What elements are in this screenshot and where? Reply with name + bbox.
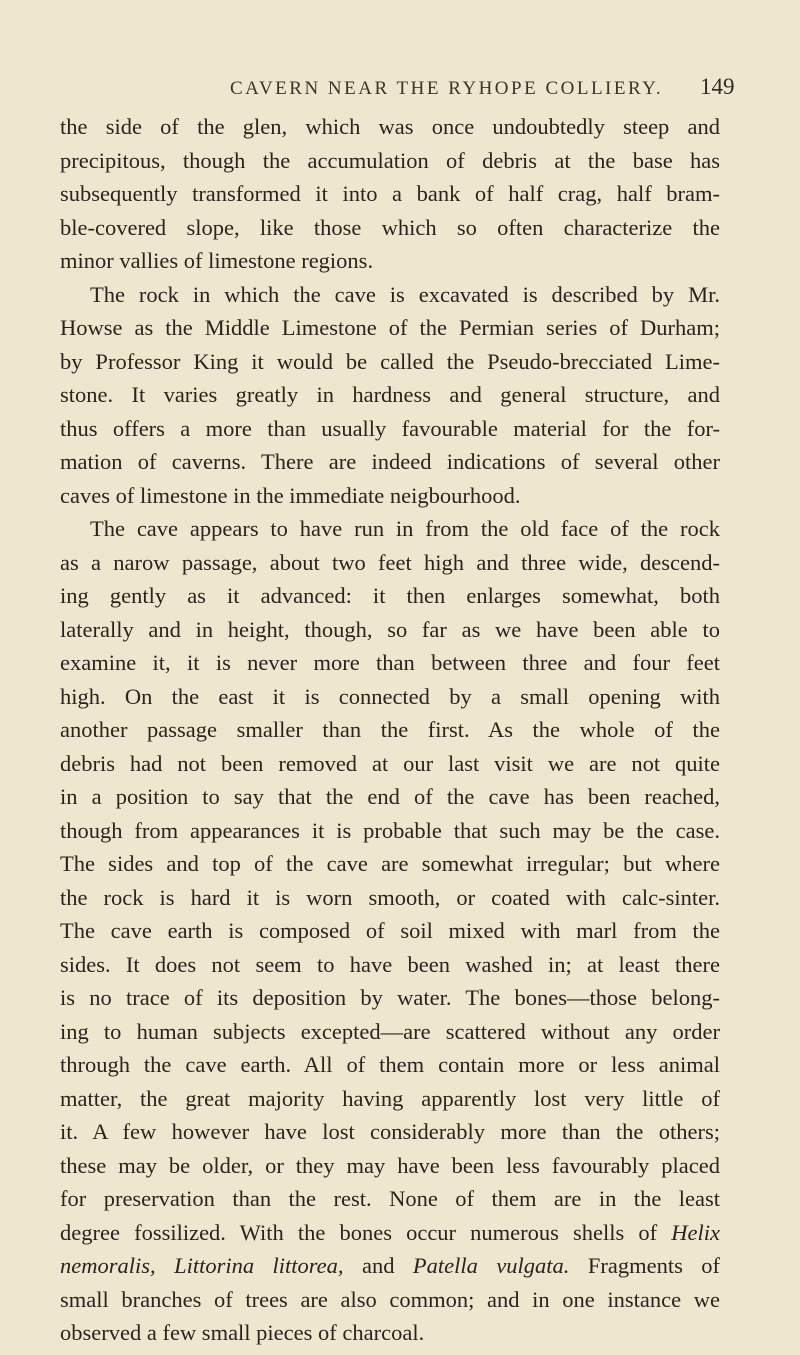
text-line: mation of caverns. There are indeed indications of several other xyxy=(60,449,720,474)
text-line: thus offers a more than usually favourable material for the for- xyxy=(60,415,720,441)
text-line: examine it, it is never more than between three and four feet xyxy=(60,650,720,675)
species-name: Helix xyxy=(671,1219,720,1245)
text-line: in a position to say that the end of the cave has been reached, xyxy=(60,784,720,809)
running-title: CAVERN NEAR THE RYHOPE COLLIERY. xyxy=(230,78,664,99)
species-name: nemoralis, xyxy=(60,1253,156,1278)
text-line: ble-covered slope, like those which so often characterize the xyxy=(60,214,720,240)
text-line: sides. It does not seem to have been washed in; at least there xyxy=(60,951,720,977)
body-text xyxy=(60,110,720,1350)
text-line: debris had not been removed at our last visit we are not quite xyxy=(60,750,720,776)
page-number: 149 xyxy=(700,74,735,99)
text-line: is no trace of its deposition by water. The bones—those belong- xyxy=(60,985,720,1010)
text-line: Howse as the Middle Limestone of the Permian series of Durham; xyxy=(60,315,720,340)
text-line: nemoralis, Littorina littorea, and Patella vulgata. Fragments of xyxy=(60,1253,721,1278)
text-line: matter, the great majority having apparently lost very little of xyxy=(60,1085,720,1111)
text-line: The sides and top of the cave are somewhat irregular; but where xyxy=(60,851,720,876)
text-line: the rock is hard it is worn smooth, or coated with calc-sinter. xyxy=(60,884,720,910)
species-name: Littorina littorea, xyxy=(174,1253,344,1278)
text-line: ing to human subjects excepted—are scattered without any order xyxy=(60,1018,720,1044)
paragraph-first-line: The rock in which the cave is excavated is described by Mr. xyxy=(90,281,720,307)
text-line: observed a few small pieces of charcoal. xyxy=(60,1320,425,1345)
text-line: another passage smaller than the first. As the whole of the xyxy=(60,717,720,742)
text-line: these may be older, or they may have been less favourably placed xyxy=(60,1152,720,1178)
text-line: subsequently transformed it into a bank of half crag, half bram- xyxy=(60,181,720,206)
text-line: precipitous, though the accumulation of debris at the base has xyxy=(60,147,720,173)
text-line: laterally and in height, though, so far as we have been able to xyxy=(60,616,720,642)
species-name: Patella vulgata. xyxy=(412,1253,570,1278)
text-line: ing gently as it advanced: it then enlarges somewhat, both xyxy=(60,583,720,608)
text-line: high. On the east it is connected by a small opening with xyxy=(60,683,720,709)
text-line: caves of limestone in the immediate neigbourhood. xyxy=(60,482,521,508)
text-line: it. A few however have lost considerably more than the others; xyxy=(60,1119,720,1144)
text-line: The cave earth is composed of soil mixed with marl from the xyxy=(60,918,720,943)
text-line: degree fossilized. With the bones occur numerous shells of Helix xyxy=(60,1219,720,1245)
running-head xyxy=(0,74,800,108)
text-line: by Professor King it would be called the Pseudo-brecciated Lime- xyxy=(60,348,720,374)
text-line: as a narow passage, about two feet high and three wide, descend- xyxy=(60,549,720,575)
paragraph-first-line: The cave appears to have run in from the old face of the rock xyxy=(90,516,720,541)
text-line: though from appearances it is probable that such may be the case. xyxy=(60,817,720,843)
text-line: small branches of trees are also common; and in one instance we xyxy=(60,1286,720,1312)
text-line: stone. It varies greatly in hardness and general structure, and xyxy=(60,382,720,407)
text-line: for preservation than the rest. None of them are in the least xyxy=(60,1186,720,1211)
text-line: the side of the glen, which was once undoubtedly steep and xyxy=(60,114,720,139)
text-line: minor vallies of limestone regions. xyxy=(60,248,374,273)
text-line: through the cave earth. All of them contain more or less animal xyxy=(60,1052,720,1077)
